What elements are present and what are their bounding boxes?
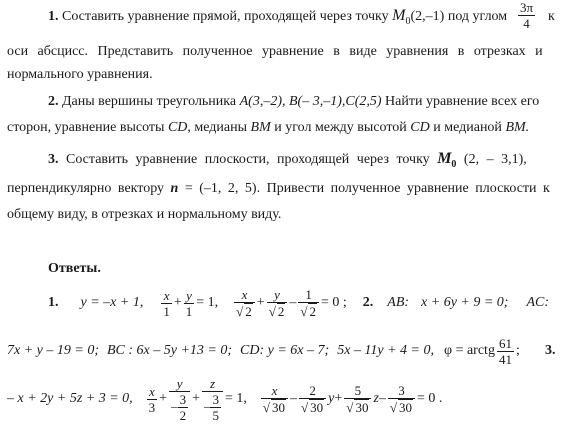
problem-2-line-1	[48, 95, 539, 109]
problem-1-line-2: оси абсцисс. Представить полученное уравнение в виде уравнения в отрезках и	[7, 44, 543, 59]
problem-2-text-find: Найти уравнение всех его	[385, 94, 540, 109]
answer-1-normal-frac-y: $\frac{y}{√ 2}$	[267, 287, 288, 319]
problem-3-line-3: общему виду, в отрезках и нормальному виду.	[7, 207, 282, 222]
answer-1-frac-y: $\frac{y}{1}$	[185, 287, 193, 319]
problem-2-cd: CD	[167, 120, 188, 135]
problem-2-number: 2.	[48, 94, 59, 109]
problem-3-line-1	[48, 151, 527, 170]
problem-1-number: 1.	[48, 9, 59, 24]
answer-3-normal-rhs: = 0 .	[417, 391, 443, 406]
answer-3-frac-x: $\frac{x}{3}$	[148, 383, 156, 415]
problem-3-number: 3.	[48, 152, 59, 167]
answer-2-ac-label: AC:	[526, 295, 550, 310]
problem-1-point: $M_0$	[392, 7, 411, 28]
problem-1-angle-fraction: $\frac{3\pi}{4}$	[520, 0, 534, 31]
problem-1-point-coords: (2,–1)	[410, 9, 445, 24]
problem-1-line-1	[48, 8, 507, 27]
problem-3-point-coords: (2, – 3,1),	[463, 152, 527, 167]
answer-3-intercept-rhs: = 1,	[224, 391, 247, 406]
answer-1-normal-frac-x: $\frac{x}{√ 2}$	[234, 287, 255, 319]
answer-2-number: 2.	[362, 295, 374, 310]
problem-2-text: Даны вершины треугольника	[62, 94, 237, 109]
answer-1-eq-normal-rhs: = 0 ;	[320, 295, 347, 310]
answer-3-number: 3.	[545, 343, 556, 358]
answer-3-normal-frac-y: $\frac{2}{√ 30}$	[299, 383, 326, 415]
answer-2-ac-eq: 7x + y – 19 = 0;	[7, 343, 99, 358]
problem-3-line-2: перпендикулярно вектору n = (–1, 2, 5). Привести полученное уравнение плоскости к	[7, 181, 550, 196]
answers-line-2: 7x + y – 19 = 0; BC : 6x – 5y +13 = 0; CD: y = 6x – 7; 5x – 11y + 4 = 0, φ = arctg $\frac{61}{41}$ ;	[7, 335, 520, 367]
answers-line-1: 1. y = –x + 1, $\frac{x}{1}$ + $\frac{y}{1}$ = 1, $\frac{x}{√ 2}$ + $\frac{y}{√ 2}$ – $\frac{1}{√ 2}$ = 0 ; 2. AB: x + 6y + 9 = 0; AC:	[48, 287, 550, 319]
problem-3-point: $M_0$	[437, 150, 457, 171]
answer-3-normal-frac-z: $\frac{5}{√ 30}$	[344, 383, 371, 415]
answer-3-frac-z: z – $\frac{3}{5}$	[202, 376, 223, 423]
problem-1-line-3: нормального уравнения.	[7, 67, 153, 82]
answer-3-general-eq: – x + 2y + 5z + 3 = 0,	[7, 391, 133, 406]
answer-1-frac-x: $\frac{x}{1}$	[163, 287, 170, 319]
problem-2-cd-2: CD	[410, 120, 430, 135]
problem-2-line-2: сторон, уравнение высоты CD, медианы BM и угол между высотой CD и медианой BM.	[7, 120, 530, 135]
problem-3-vector: n	[170, 181, 179, 196]
answer-2-angle-fraction: $\frac{61}{41}$	[498, 335, 512, 367]
answer-1-number: 1.	[48, 295, 59, 310]
answer-2-cd-eq: CD: y = 6x – 7;	[240, 343, 330, 358]
answer-2-ab-label: AB:	[387, 295, 410, 310]
answer-1-eq-intercept-rhs: = 1,	[196, 295, 219, 310]
answers-line-3: – x + 2y + 5z + 3 = 0, $\frac{x}{3}$ + y – $\frac{3}{2}$ + z – $\frac{3}{5}$ = 1, $\frac{x}{√ 30}$ – $\frac{2}{√ 30}$ y + $\frac{5}{√ 30}$ z – $\frac{3}{√ 30}$ = 0 .	[7, 375, 443, 423]
answer-3-frac-y: y – $\frac{3}{2}$	[169, 376, 190, 423]
answers-heading: Ответы.	[48, 261, 101, 276]
problem-1-text-angle: под углом	[447, 9, 508, 24]
answer-2-ab-eq: x + 6y + 9 = 0;	[421, 295, 509, 310]
answer-2-bc-eq: BC : 6x – 5y +13 = 0;	[106, 343, 233, 358]
answer-2-angle: φ = arctg	[443, 343, 495, 358]
answer-1-eq-slope: y = –x + 1,	[80, 295, 144, 310]
problem-1-text-k: к	[548, 9, 555, 24]
answer-3-normal-frac-const: $\frac{3}{√ 30}$	[388, 383, 415, 415]
problem-2-bm-2: BM.	[505, 120, 530, 135]
problem-1-text: Составить уравнение прямой, проходящей через точку	[62, 9, 389, 24]
problem-3-vector-value: = (–1, 2, 5).	[184, 181, 261, 196]
problem-2-bm: BM	[250, 120, 271, 135]
problem-2-vertices: A(3,–2), B(– 3,–1),C(2,5)	[239, 94, 382, 109]
answer-1-normal-frac-const: $\frac{1}{√ 2}$	[298, 287, 319, 319]
answer-3-normal-frac-x: $\frac{x}{√ 30}$	[261, 383, 288, 415]
answer-2-bm-eq: 5x – 11y + 4 = 0,	[337, 343, 434, 358]
problem-3-text: Составить уравнение плоскости, проходящей через точку	[66, 152, 430, 167]
